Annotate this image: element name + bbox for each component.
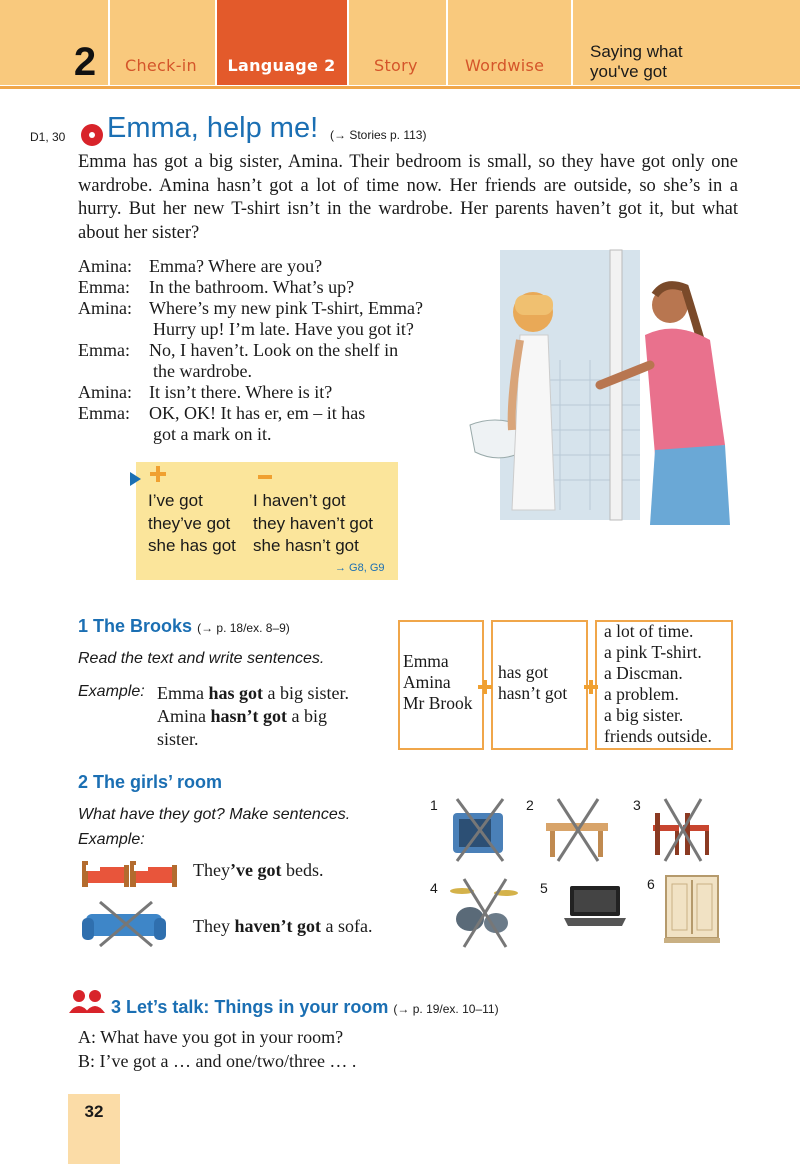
pointer-arrow-icon	[130, 472, 141, 486]
dialogue-line	[78, 381, 332, 403]
speaker-name: Emma:	[78, 403, 130, 423]
topic-line: Saying what	[590, 42, 683, 61]
intro-paragraph: Emma has got a big sister, Amina. Their bedroom is small, so they have got only one wardrobe. Amina hasn’t got a lot of time now. Her friends are outside, so she’s in a hurry. But her new T-shirt isn’t in the wardrobe. Her parents haven’t got it, but what about her sister?	[78, 152, 738, 243]
example-sentence: sister.	[157, 729, 199, 749]
dialogue-text: Where’s my new pink T-shirt, Emma?	[149, 298, 423, 318]
speaker-name: Amina:	[78, 382, 132, 402]
exercise-2-title	[78, 772, 222, 793]
header-underline	[0, 86, 800, 89]
table-subject: Emma	[403, 651, 449, 671]
tab-language-2[interactable]: Language 2	[227, 56, 336, 75]
grammar-form: she has got	[148, 536, 236, 555]
section-reference: (→ Stories p. 113)	[330, 128, 427, 142]
unit-topic	[590, 42, 790, 82]
audio-track-number: D1, 30	[30, 130, 66, 144]
picture-number: 4	[430, 880, 438, 896]
dialogue-prompt: B: I’ve got a … and one/two/three … .	[78, 1051, 357, 1071]
wardrobe-icon	[660, 870, 725, 945]
exercise-2-instruction: What have they got? Make sentences.	[78, 806, 351, 823]
grammar-form: she hasn’t got	[253, 536, 359, 555]
example-bold: ’ve got	[229, 860, 282, 880]
plus-icon	[478, 680, 492, 694]
cd-audio-icon[interactable]	[81, 124, 103, 146]
plus-icon	[150, 466, 166, 482]
grammar-positive-column	[148, 490, 236, 558]
minus-icon	[258, 475, 272, 479]
speaker-name: Amina:	[78, 256, 132, 276]
exercise-3-title	[111, 997, 499, 1018]
plus-icon	[584, 680, 598, 694]
table-object: a big sister.	[604, 705, 684, 725]
laptop-icon	[560, 880, 630, 930]
bathroom-illustration	[460, 240, 755, 525]
dialogue-line	[78, 255, 322, 277]
example-text: a big sister.	[263, 683, 350, 703]
picture-number: 6	[647, 876, 655, 892]
object-list	[604, 621, 712, 747]
example-text: a big	[287, 706, 328, 726]
example-text: Emma	[157, 683, 209, 703]
example-text: Amina	[157, 706, 211, 726]
picture-number: 1	[430, 797, 438, 813]
example-sentence	[193, 859, 323, 881]
tab-story[interactable]: Story	[374, 56, 418, 75]
grammar-reference: → G8, G9	[335, 562, 385, 574]
exercise-1-instruction: Read the text and write sentences.	[78, 650, 325, 667]
table-subject: Amina	[403, 672, 451, 692]
exercise-number: 3	[111, 997, 122, 1017]
example-bold: hasn’t got	[210, 706, 288, 726]
pair-work-icon	[68, 989, 106, 1013]
picture-number: 5	[540, 880, 548, 896]
picture-number: 2	[526, 797, 534, 813]
speaker-name: Amina:	[78, 298, 132, 318]
exercise-number: 1	[78, 616, 89, 636]
grammar-form: they haven’t got	[253, 513, 374, 533]
picture-number: 3	[633, 797, 641, 813]
example-bold: haven’t got	[234, 916, 321, 936]
crossed-drums-icon	[448, 875, 523, 950]
example-bold: has got	[208, 683, 264, 703]
table-object: a lot of time.	[604, 621, 694, 641]
example-text: They	[193, 860, 230, 880]
table-object: friends outside.	[604, 726, 712, 746]
tab-wordwise[interactable]: Wordwise	[465, 56, 545, 75]
dialogue-text: Emma? Where are you?	[149, 256, 323, 276]
example-label: Example:	[78, 831, 145, 848]
table-object: a Discman.	[604, 663, 683, 683]
dialogue-text: In the bathroom. What’s up?	[149, 277, 355, 297]
beds-icon	[80, 855, 180, 891]
grammar-form: they’ve got	[148, 513, 231, 533]
example-text: a sofa.	[320, 916, 373, 936]
exercise-title-text: The girls’ room	[93, 772, 223, 792]
crossed-tv-icon	[445, 795, 515, 865]
unit-number: 2	[73, 40, 97, 84]
example-text: They	[193, 916, 235, 936]
grammar-form: I’ve got	[148, 491, 203, 510]
dialogue-line	[78, 297, 423, 319]
example-sentence	[157, 682, 349, 704]
dialogue-continuation: got a mark on it.	[153, 424, 272, 444]
table-subject: Mr Brook	[403, 693, 473, 713]
header-divider	[571, 0, 573, 85]
speaker-name: Emma:	[78, 340, 130, 360]
example-text: beds.	[281, 860, 324, 880]
grammar-form: I haven’t got	[253, 491, 346, 510]
example-sentence	[193, 915, 372, 937]
dialogue-line	[78, 276, 354, 298]
exercise-reference: (→ p. 19/ex. 10–11)	[393, 1002, 499, 1016]
crossed-table-icon	[540, 795, 615, 865]
exercise-title-text: Let’s talk: Things in your room	[126, 997, 389, 1017]
table-verb: hasn’t got	[498, 683, 568, 703]
tab-check-in[interactable]: Check-in	[125, 56, 197, 75]
exercise-number: 2	[78, 772, 89, 792]
table-verb: has got	[498, 662, 549, 682]
grammar-negative-column	[253, 490, 373, 558]
exercise-1-title	[78, 616, 290, 637]
dialogue-line	[78, 402, 365, 424]
dialogue-prompt: A: What have you got in your room?	[78, 1027, 344, 1047]
example-label: Example:	[78, 683, 145, 700]
verb-list	[498, 662, 567, 704]
crossed-sofa-icon	[80, 898, 170, 948]
dialogue-continuation: Hurry up! I’m late. Have you got it?	[153, 319, 414, 339]
dialogue-text: It isn’t there. Where is it?	[149, 382, 333, 402]
dialogue-text: No, I haven’t. Look on the shelf in	[149, 340, 399, 360]
topic-line: you've got	[590, 62, 667, 81]
header-divider	[347, 0, 349, 85]
table-object: a problem.	[604, 684, 679, 704]
header-divider	[446, 0, 448, 85]
dialogue-continuation: the wardrobe.	[153, 361, 252, 381]
table-object: a pink T-shirt.	[604, 642, 702, 662]
speaker-name: Emma:	[78, 277, 130, 297]
example-sentence	[157, 705, 327, 727]
dialogue-line	[78, 339, 398, 361]
dialogue-text: OK, OK! It has er, em – it has	[149, 403, 366, 423]
exercise-title-text: The Brooks	[93, 616, 193, 636]
section-title: Emma, help me!	[107, 112, 319, 144]
exercise-reference: (→ p. 18/ex. 8–9)	[197, 621, 290, 635]
crossed-chairs-icon	[645, 795, 720, 865]
page-number: 32	[84, 1102, 104, 1121]
subject-list	[403, 651, 473, 714]
